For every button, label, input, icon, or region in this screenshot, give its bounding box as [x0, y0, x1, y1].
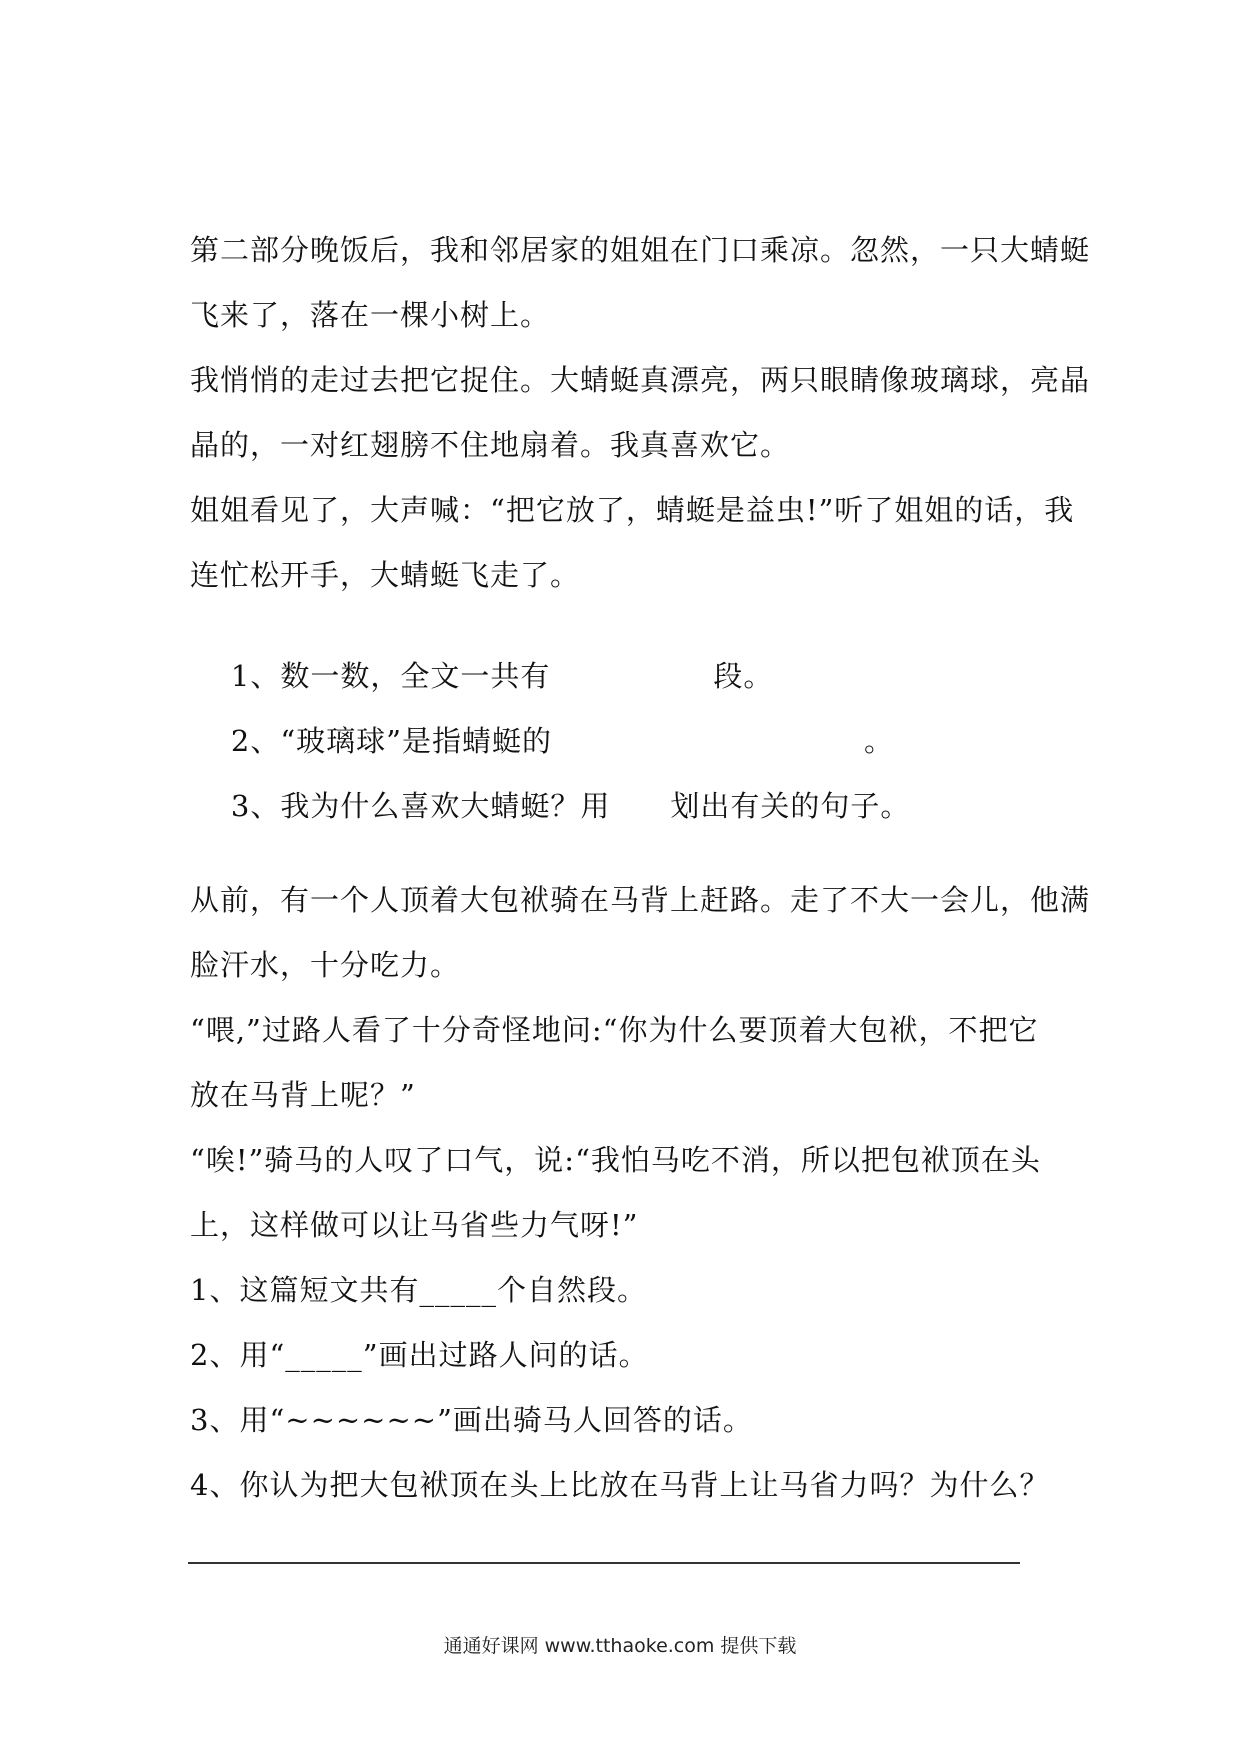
passage2-question-2: 2、用“_____”画出过路人问的话。: [190, 1338, 649, 1372]
question-2-text: 2、“玻璃球”是指蜻蜓的: [230, 724, 552, 758]
passage1-line-6: 连忙松开手，大蜻蜓飞走了。: [190, 558, 581, 592]
question-3-text: 3、我为什么喜欢大蜻蜓？用: [230, 789, 611, 823]
passage2-question-3: 3、用“~~~~~~”画出骑马人回答的话。: [190, 1403, 753, 1437]
passage1-line-1: 第二部分晚饭后，我和邻居家的姐姐在门口乘凉。忽然，一只大蜻蜓: [190, 233, 1091, 267]
passage1-line-3: 我悄悄的走过去把它捉住。大蜻蜓真漂亮，两只眼睛像玻璃球，亮晶: [190, 363, 1091, 397]
answer-line: [188, 1562, 1020, 1564]
passage2-line-2: 脸汗水，十分吃力。: [190, 948, 461, 982]
passage2-line-1: 从前，有一个人顶着大包袱骑在马背上赶路。走了不大一会儿，他满: [190, 883, 1091, 917]
passage2-question-4: 4、你认为把大包袱顶在头上比放在马背上让马省力吗？为什么？: [190, 1468, 1050, 1502]
passage1-line-4: 晶的，一对红翅膀不住地扇着。我真喜欢它。: [190, 428, 791, 462]
passage1-line-2: 飞来了，落在一棵小树上。: [190, 298, 551, 332]
question-2-suffix: 。: [863, 724, 894, 758]
question-1-suffix: 段。: [713, 659, 774, 693]
passage2-line-5: “唉!”骑马的人叹了口气，说:“我怕马吃不消，所以把包袱顶在头: [190, 1143, 1041, 1177]
passage2-line-3: “喂,”过路人看了十分奇怪地问:“你为什么要顶着大包袱，不把它: [190, 1013, 1039, 1047]
passage2-line-6: 上，这样做可以让马省些力气呀!”: [190, 1208, 639, 1242]
page-footer: 通通好课网 www.tthaoke.com 提供下载: [443, 1635, 797, 1657]
question-3-suffix: 划出有关的句子。: [670, 789, 911, 823]
passage2-line-4: 放在马背上呢？”: [190, 1078, 416, 1112]
passage2-question-1: 1、这篇短文共有_____个自然段。: [190, 1273, 647, 1307]
passage1-question-3: [190, 752, 910, 860]
question-1-text: 1、数一数，全文一共有: [230, 659, 551, 693]
passage1-line-5: 姐姐看见了，大声喊：“把它放了，蜻蜓是益虫!”听了姐姐的话，我: [190, 493, 1075, 527]
